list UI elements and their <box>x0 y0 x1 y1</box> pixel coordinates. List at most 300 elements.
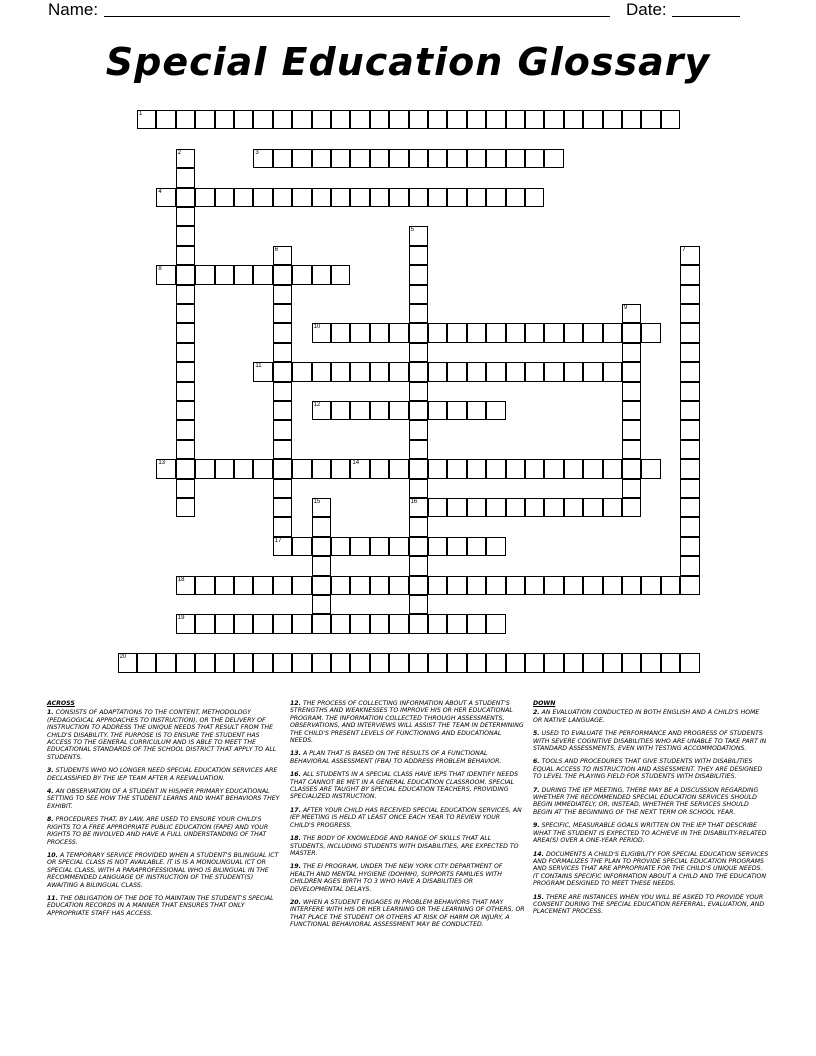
crossword-cell[interactable] <box>583 459 602 478</box>
crossword-cell[interactable] <box>428 323 447 342</box>
crossword-cell[interactable] <box>292 188 311 207</box>
crossword-cell[interactable] <box>370 576 389 595</box>
crossword-cell[interactable] <box>428 401 447 420</box>
crossword-cell[interactable] <box>350 362 369 381</box>
crossword-cell[interactable] <box>234 110 253 129</box>
crossword-cell[interactable] <box>486 110 505 129</box>
crossword-cell[interactable] <box>409 401 428 420</box>
crossword-cell[interactable] <box>118 653 137 672</box>
crossword-cell[interactable] <box>564 110 583 129</box>
crossword-cell[interactable] <box>525 110 544 129</box>
crossword-cell[interactable] <box>486 614 505 633</box>
crossword-cell[interactable] <box>564 323 583 342</box>
crossword-cell[interactable] <box>409 517 428 536</box>
crossword-cell[interactable] <box>409 653 428 672</box>
crossword-cell[interactable] <box>428 498 447 517</box>
crossword-cell[interactable] <box>253 576 272 595</box>
crossword-cell[interactable] <box>273 479 292 498</box>
crossword-cell[interactable] <box>234 188 253 207</box>
crossword-cell[interactable] <box>195 188 214 207</box>
crossword-cell[interactable] <box>409 285 428 304</box>
crossword-cell[interactable] <box>312 498 331 517</box>
crossword-cell[interactable] <box>467 323 486 342</box>
crossword-cell[interactable] <box>389 401 408 420</box>
crossword-cell[interactable] <box>156 110 175 129</box>
crossword-cell[interactable] <box>603 576 622 595</box>
crossword-cell[interactable] <box>447 362 466 381</box>
crossword-cell[interactable] <box>292 149 311 168</box>
crossword-cell[interactable] <box>253 459 272 478</box>
crossword-cell[interactable] <box>467 459 486 478</box>
crossword-cell[interactable] <box>312 401 331 420</box>
crossword-cell[interactable] <box>350 401 369 420</box>
crossword-cell[interactable] <box>486 653 505 672</box>
crossword-cell[interactable] <box>370 362 389 381</box>
crossword-cell[interactable] <box>486 323 505 342</box>
crossword-cell[interactable] <box>409 595 428 614</box>
crossword-cell[interactable] <box>544 323 563 342</box>
crossword-cell[interactable] <box>486 459 505 478</box>
crossword-cell[interactable] <box>525 149 544 168</box>
crossword-cell[interactable] <box>350 323 369 342</box>
crossword-cell[interactable] <box>176 401 195 420</box>
crossword-cell[interactable] <box>428 362 447 381</box>
crossword-cell[interactable] <box>370 188 389 207</box>
crossword-cell[interactable] <box>234 614 253 633</box>
crossword-cell[interactable] <box>350 110 369 129</box>
crossword-cell[interactable] <box>661 576 680 595</box>
crossword-cell[interactable] <box>622 304 641 323</box>
crossword-cell[interactable] <box>447 188 466 207</box>
crossword-cell[interactable] <box>176 323 195 342</box>
crossword-cell[interactable] <box>486 498 505 517</box>
crossword-cell[interactable] <box>603 323 622 342</box>
crossword-cell[interactable] <box>195 110 214 129</box>
crossword-cell[interactable] <box>409 498 428 517</box>
crossword-cell[interactable] <box>447 537 466 556</box>
crossword-cell[interactable] <box>409 188 428 207</box>
crossword-cell[interactable] <box>176 382 195 401</box>
crossword-cell[interactable] <box>195 653 214 672</box>
crossword-cell[interactable] <box>544 362 563 381</box>
crossword-cell[interactable] <box>350 653 369 672</box>
crossword-cell[interactable] <box>312 265 331 284</box>
crossword-cell[interactable] <box>331 614 350 633</box>
crossword-cell[interactable] <box>564 576 583 595</box>
crossword-cell[interactable] <box>622 459 641 478</box>
crossword-cell[interactable] <box>234 459 253 478</box>
crossword-cell[interactable] <box>331 401 350 420</box>
crossword-cell[interactable] <box>292 265 311 284</box>
crossword-cell[interactable] <box>292 653 311 672</box>
crossword-cell[interactable] <box>680 304 699 323</box>
crossword-cell[interactable] <box>253 614 272 633</box>
crossword-cell[interactable] <box>409 382 428 401</box>
crossword-cell[interactable] <box>603 653 622 672</box>
crossword-cell[interactable] <box>273 382 292 401</box>
crossword-cell[interactable] <box>544 459 563 478</box>
crossword-cell[interactable] <box>525 653 544 672</box>
crossword-cell[interactable] <box>525 459 544 478</box>
crossword-cell[interactable] <box>253 149 272 168</box>
crossword-cell[interactable] <box>312 576 331 595</box>
crossword-cell[interactable] <box>447 149 466 168</box>
crossword-cell[interactable] <box>370 401 389 420</box>
crossword-cell[interactable] <box>564 498 583 517</box>
crossword-cell[interactable] <box>641 323 660 342</box>
crossword-cell[interactable] <box>176 168 195 187</box>
crossword-cell[interactable] <box>389 537 408 556</box>
crossword-cell[interactable] <box>195 265 214 284</box>
crossword-cell[interactable] <box>641 653 660 672</box>
crossword-cell[interactable] <box>215 576 234 595</box>
crossword-cell[interactable] <box>506 653 525 672</box>
crossword-cell[interactable] <box>176 226 195 245</box>
crossword-cell[interactable] <box>486 576 505 595</box>
crossword-cell[interactable] <box>544 576 563 595</box>
crossword-cell[interactable] <box>176 420 195 439</box>
crossword-cell[interactable] <box>447 614 466 633</box>
crossword-cell[interactable] <box>467 498 486 517</box>
crossword-cell[interactable] <box>661 653 680 672</box>
crossword-cell[interactable] <box>176 149 195 168</box>
crossword-cell[interactable] <box>176 362 195 381</box>
crossword-cell[interactable] <box>273 323 292 342</box>
crossword-cell[interactable] <box>428 537 447 556</box>
crossword-cell[interactable] <box>331 323 350 342</box>
crossword-cell[interactable] <box>273 498 292 517</box>
crossword-cell[interactable] <box>273 653 292 672</box>
crossword-cell[interactable] <box>506 188 525 207</box>
crossword-cell[interactable] <box>622 440 641 459</box>
crossword-cell[interactable] <box>544 110 563 129</box>
crossword-cell[interactable] <box>680 517 699 536</box>
crossword-cell[interactable] <box>486 188 505 207</box>
crossword-cell[interactable] <box>544 149 563 168</box>
crossword-cell[interactable] <box>176 576 195 595</box>
crossword-cell[interactable] <box>331 362 350 381</box>
crossword-cell[interactable] <box>389 459 408 478</box>
crossword-cell[interactable] <box>409 440 428 459</box>
crossword-cell[interactable] <box>603 110 622 129</box>
crossword-cell[interactable] <box>273 420 292 439</box>
crossword-cell[interactable] <box>680 265 699 284</box>
crossword-cell[interactable] <box>176 440 195 459</box>
crossword-cell[interactable] <box>428 188 447 207</box>
crossword-cell[interactable] <box>370 459 389 478</box>
crossword-cell[interactable] <box>447 110 466 129</box>
crossword-cell[interactable] <box>292 459 311 478</box>
crossword-cell[interactable] <box>680 537 699 556</box>
crossword-cell[interactable] <box>486 362 505 381</box>
crossword-cell[interactable] <box>583 323 602 342</box>
crossword-cell[interactable] <box>215 459 234 478</box>
crossword-cell[interactable] <box>312 188 331 207</box>
crossword-cell[interactable] <box>680 556 699 575</box>
crossword-cell[interactable] <box>583 498 602 517</box>
crossword-cell[interactable] <box>350 188 369 207</box>
crossword-cell[interactable] <box>215 653 234 672</box>
crossword-cell[interactable] <box>447 323 466 342</box>
crossword-cell[interactable] <box>389 323 408 342</box>
crossword-cell[interactable] <box>467 537 486 556</box>
crossword-cell[interactable] <box>447 576 466 595</box>
crossword-cell[interactable] <box>292 576 311 595</box>
crossword-cell[interactable] <box>389 188 408 207</box>
crossword-cell[interactable] <box>467 149 486 168</box>
crossword-cell[interactable] <box>331 459 350 478</box>
crossword-cell[interactable] <box>564 459 583 478</box>
crossword-cell[interactable] <box>603 362 622 381</box>
crossword-cell[interactable] <box>215 614 234 633</box>
crossword-cell[interactable] <box>409 576 428 595</box>
crossword-cell[interactable] <box>525 362 544 381</box>
crossword-cell[interactable] <box>544 653 563 672</box>
crossword-cell[interactable] <box>176 653 195 672</box>
crossword-cell[interactable] <box>544 498 563 517</box>
crossword-cell[interactable] <box>428 614 447 633</box>
crossword-cell[interactable] <box>467 401 486 420</box>
crossword-cell[interactable] <box>273 517 292 536</box>
crossword-cell[interactable] <box>447 401 466 420</box>
crossword-cell[interactable] <box>603 498 622 517</box>
crossword-cell[interactable] <box>506 110 525 129</box>
crossword-cell[interactable] <box>680 653 699 672</box>
crossword-cell[interactable] <box>273 537 292 556</box>
crossword-cell[interactable] <box>176 110 195 129</box>
crossword-cell[interactable] <box>641 110 660 129</box>
crossword-cell[interactable] <box>176 285 195 304</box>
crossword-cell[interactable] <box>176 343 195 362</box>
crossword-cell[interactable] <box>409 323 428 342</box>
crossword-cell[interactable] <box>680 401 699 420</box>
crossword-cell[interactable] <box>428 576 447 595</box>
crossword-cell[interactable] <box>273 246 292 265</box>
crossword-cell[interactable] <box>447 498 466 517</box>
crossword-cell[interactable] <box>331 653 350 672</box>
crossword-cell[interactable] <box>409 459 428 478</box>
crossword-cell[interactable] <box>331 265 350 284</box>
crossword-cell[interactable] <box>680 246 699 265</box>
crossword-cell[interactable] <box>273 459 292 478</box>
crossword-cell[interactable] <box>622 498 641 517</box>
crossword-cell[interactable] <box>409 343 428 362</box>
crossword-cell[interactable] <box>156 653 175 672</box>
crossword-cell[interactable] <box>622 401 641 420</box>
crossword-cell[interactable] <box>389 149 408 168</box>
crossword-cell[interactable] <box>215 265 234 284</box>
crossword-cell[interactable] <box>467 653 486 672</box>
crossword-cell[interactable] <box>680 343 699 362</box>
crossword-cell[interactable] <box>350 576 369 595</box>
crossword-cell[interactable] <box>486 537 505 556</box>
crossword-cell[interactable] <box>680 459 699 478</box>
crossword-cell[interactable] <box>409 149 428 168</box>
crossword-cell[interactable] <box>409 226 428 245</box>
crossword-cell[interactable] <box>370 614 389 633</box>
crossword-cell[interactable] <box>156 265 175 284</box>
crossword-cell[interactable] <box>622 343 641 362</box>
crossword-cell[interactable] <box>622 653 641 672</box>
crossword-cell[interactable] <box>253 265 272 284</box>
crossword-cell[interactable] <box>350 614 369 633</box>
crossword-cell[interactable] <box>525 498 544 517</box>
crossword-cell[interactable] <box>622 576 641 595</box>
crossword-cell[interactable] <box>447 653 466 672</box>
crossword-cell[interactable] <box>428 149 447 168</box>
crossword-cell[interactable] <box>506 459 525 478</box>
crossword-cell[interactable] <box>312 362 331 381</box>
crossword-cell[interactable] <box>467 576 486 595</box>
crossword-cell[interactable] <box>409 614 428 633</box>
crossword-cell[interactable] <box>467 362 486 381</box>
crossword-cell[interactable] <box>564 362 583 381</box>
crossword-cell[interactable] <box>176 188 195 207</box>
crossword-cell[interactable] <box>176 265 195 284</box>
crossword-cell[interactable] <box>292 362 311 381</box>
crossword-cell[interactable] <box>622 362 641 381</box>
crossword-cell[interactable] <box>622 382 641 401</box>
crossword-cell[interactable] <box>428 110 447 129</box>
crossword-cell[interactable] <box>253 362 272 381</box>
crossword-cell[interactable] <box>273 265 292 284</box>
crossword-cell[interactable] <box>176 246 195 265</box>
crossword-cell[interactable] <box>680 440 699 459</box>
crossword-cell[interactable] <box>409 362 428 381</box>
crossword-cell[interactable] <box>273 362 292 381</box>
crossword-cell[interactable] <box>680 285 699 304</box>
crossword-cell[interactable] <box>273 576 292 595</box>
crossword-cell[interactable] <box>273 343 292 362</box>
crossword-cell[interactable] <box>273 614 292 633</box>
crossword-cell[interactable] <box>234 653 253 672</box>
crossword-cell[interactable] <box>156 188 175 207</box>
crossword-cell[interactable] <box>680 498 699 517</box>
crossword-cell[interactable] <box>680 382 699 401</box>
crossword-cell[interactable] <box>312 556 331 575</box>
crossword-cell[interactable] <box>312 517 331 536</box>
crossword-cell[interactable] <box>312 459 331 478</box>
crossword-cell[interactable] <box>195 459 214 478</box>
crossword-cell[interactable] <box>331 149 350 168</box>
crossword-cell[interactable] <box>195 614 214 633</box>
crossword-cell[interactable] <box>389 362 408 381</box>
crossword-cell[interactable] <box>176 304 195 323</box>
crossword-cell[interactable] <box>312 149 331 168</box>
crossword-cell[interactable] <box>389 653 408 672</box>
crossword-cell[interactable] <box>583 362 602 381</box>
crossword-cell[interactable] <box>273 110 292 129</box>
crossword-cell[interactable] <box>253 653 272 672</box>
crossword-cell[interactable] <box>389 576 408 595</box>
crossword-cell[interactable] <box>273 401 292 420</box>
crossword-cell[interactable] <box>467 110 486 129</box>
crossword-cell[interactable] <box>409 479 428 498</box>
crossword-cell[interactable] <box>409 304 428 323</box>
crossword-cell[interactable] <box>525 323 544 342</box>
crossword-cell[interactable] <box>506 323 525 342</box>
crossword-cell[interactable] <box>661 110 680 129</box>
crossword-cell[interactable] <box>583 576 602 595</box>
crossword-cell[interactable] <box>273 188 292 207</box>
crossword-cell[interactable] <box>447 459 466 478</box>
crossword-cell[interactable] <box>680 479 699 498</box>
crossword-cell[interactable] <box>312 614 331 633</box>
crossword-cell[interactable] <box>273 440 292 459</box>
crossword-cell[interactable] <box>467 614 486 633</box>
crossword-cell[interactable] <box>622 479 641 498</box>
crossword-cell[interactable] <box>253 110 272 129</box>
crossword-cell[interactable] <box>234 576 253 595</box>
crossword-cell[interactable] <box>409 556 428 575</box>
crossword-cell[interactable] <box>680 576 699 595</box>
crossword-cell[interactable] <box>176 498 195 517</box>
crossword-cell[interactable] <box>506 576 525 595</box>
crossword-cell[interactable] <box>622 420 641 439</box>
crossword-cell[interactable] <box>409 537 428 556</box>
crossword-cell[interactable] <box>292 614 311 633</box>
crossword-cell[interactable] <box>215 110 234 129</box>
crossword-cell[interactable] <box>370 110 389 129</box>
crossword-cell[interactable] <box>331 537 350 556</box>
crossword-cell[interactable] <box>370 323 389 342</box>
crossword-cell[interactable] <box>331 576 350 595</box>
crossword-cell[interactable] <box>273 285 292 304</box>
crossword-cell[interactable] <box>641 459 660 478</box>
crossword-cell[interactable] <box>603 459 622 478</box>
crossword-cell[interactable] <box>409 110 428 129</box>
crossword-cell[interactable] <box>195 576 214 595</box>
crossword-cell[interactable] <box>312 595 331 614</box>
crossword-cell[interactable] <box>331 188 350 207</box>
crossword-cell[interactable] <box>486 401 505 420</box>
crossword-cell[interactable] <box>137 110 156 129</box>
crossword-cell[interactable] <box>350 537 369 556</box>
crossword-cell[interactable] <box>273 304 292 323</box>
crossword-cell[interactable] <box>370 653 389 672</box>
crossword-cell[interactable] <box>215 188 234 207</box>
crossword-cell[interactable] <box>176 459 195 478</box>
crossword-cell[interactable] <box>331 110 350 129</box>
crossword-cell[interactable] <box>176 479 195 498</box>
crossword-cell[interactable] <box>583 653 602 672</box>
crossword-cell[interactable] <box>583 110 602 129</box>
crossword-cell[interactable] <box>428 459 447 478</box>
crossword-cell[interactable] <box>350 149 369 168</box>
crossword-cell[interactable] <box>176 614 195 633</box>
crossword-cell[interactable] <box>312 110 331 129</box>
crossword-cell[interactable] <box>409 265 428 284</box>
crossword-cell[interactable] <box>622 110 641 129</box>
crossword-cell[interactable] <box>506 362 525 381</box>
crossword-cell[interactable] <box>525 188 544 207</box>
crossword-cell[interactable] <box>409 246 428 265</box>
crossword-cell[interactable] <box>680 323 699 342</box>
crossword-cell[interactable] <box>292 537 311 556</box>
crossword-cell[interactable] <box>389 614 408 633</box>
crossword-cell[interactable] <box>156 459 175 478</box>
crossword-cell[interactable] <box>680 362 699 381</box>
crossword-cell[interactable] <box>312 323 331 342</box>
crossword-cell[interactable] <box>312 653 331 672</box>
crossword-cell[interactable] <box>564 653 583 672</box>
crossword-cell[interactable] <box>389 110 408 129</box>
crossword-cell[interactable] <box>370 537 389 556</box>
crossword-cell[interactable] <box>622 323 641 342</box>
crossword-cell[interactable] <box>680 420 699 439</box>
crossword-cell[interactable] <box>641 576 660 595</box>
crossword-cell[interactable] <box>176 207 195 226</box>
